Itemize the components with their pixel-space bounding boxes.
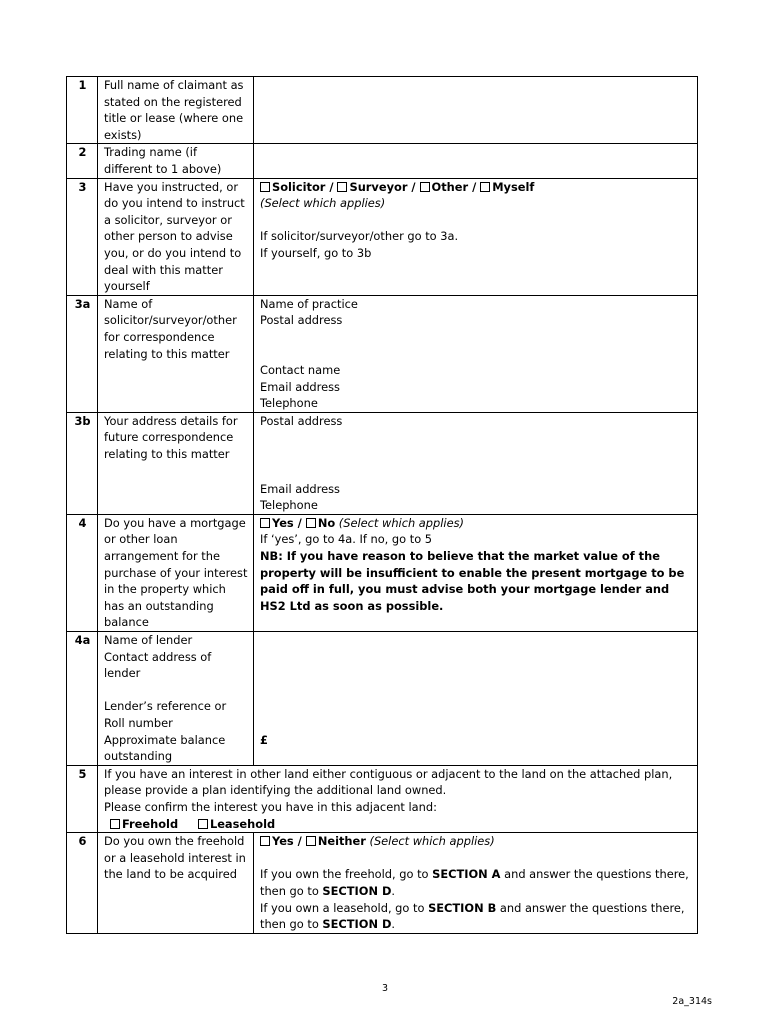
leasehold-checkbox[interactable] [198, 819, 208, 829]
row-number: 3a [67, 295, 98, 412]
field-label: Postal address [260, 413, 343, 428]
advisor-options [260, 179, 692, 196]
myself-checkbox[interactable] [480, 182, 490, 192]
claim-form-table [66, 76, 698, 934]
mortgage-note: NB: If you have reason to believe that the market value of the property will be insufficient to enable the present mortgage to be paid off in full, you must advise both your mortgage lender and HS2 Ltd as soon as possible. [260, 549, 685, 613]
answer-trading-name-field[interactable] [254, 144, 698, 178]
table-row [67, 295, 698, 412]
field-label: Telephone [260, 396, 318, 411]
select-hint: (Select which applies) [369, 834, 495, 849]
instruction-text: If ‘yes’, go to 4a. If no, go to 5 [260, 532, 433, 547]
question-advisor-details: Name of solicitor/surveyor/other for correspondence relating to this matter [98, 295, 254, 412]
leasehold-option-label: Leasehold [209, 816, 276, 831]
solicitor-option-label: Solicitor / [272, 179, 334, 194]
answer-lender-field[interactable] [254, 632, 698, 766]
other-option-label: Other / [431, 179, 477, 194]
question-text: Name of lender [104, 633, 193, 647]
row-number: 2 [67, 144, 98, 178]
instruction-text: If solicitor/surveyor/other go to 3a. [260, 229, 459, 244]
table-row [67, 514, 698, 631]
surveyor-checkbox[interactable] [337, 182, 347, 192]
select-hint: (Select which applies) [338, 515, 464, 530]
field-label: Contact name [260, 363, 341, 378]
table-row [67, 77, 698, 144]
table-row [67, 765, 698, 832]
question-text: Please confirm the interest you have in this adjacent land: [104, 799, 437, 814]
neither-checkbox[interactable] [306, 836, 316, 846]
select-hint: (Select which applies) [260, 196, 386, 211]
no-checkbox[interactable] [306, 518, 316, 528]
row-number: 6 [67, 833, 98, 934]
leasehold-instruction: If you own a leasehold, go to SECTION B and answer the questions there, then go to SECTION D. [260, 900, 685, 932]
question-mortgage: Do you have a mortgage or other loan arrangement for the purchase of your interest in the property which has an outstanding balance [98, 514, 254, 631]
answer-advisor-details[interactable] [254, 295, 698, 412]
table-row [67, 178, 698, 295]
question-claimant-name: Full name of claimant as stated on the registered title or lease (where one exists) [98, 77, 254, 144]
solicitor-checkbox[interactable] [260, 182, 270, 192]
row-number: 3b [67, 412, 98, 514]
no-option-label: No [317, 515, 336, 530]
question-own-address: Your address details for future correspondence relating to this matter [98, 412, 254, 514]
field-label: Postal address [260, 313, 343, 328]
table-row [67, 412, 698, 514]
freehold-checkbox[interactable] [110, 819, 120, 829]
row-number: 1 [67, 77, 98, 144]
page-number: 3 [381, 983, 389, 994]
yes-option-label: Yes / [272, 515, 302, 530]
yes-checkbox[interactable] [260, 518, 270, 528]
question-advisor: Have you instructed, or do you intend to instruct a solicitor, surveyor or other person to advise you, or do you intend to deal with this matter yourself [98, 178, 254, 295]
field-label: Email address [260, 481, 340, 496]
field-label: Email address [260, 379, 340, 394]
currency-symbol: £ [260, 732, 268, 747]
row-number: 4 [67, 514, 98, 631]
freehold-option-label: Freehold [122, 816, 179, 831]
answer-own-address[interactable] [254, 412, 698, 514]
document-reference: 2a_314s [672, 996, 712, 1007]
question-text: If you have an interest in other land either contiguous or adjacent to the land on the attached plan, please provide a plan identifying the additional land owned. [104, 766, 673, 798]
question-text: Approximate balance outstanding [104, 732, 226, 764]
yes-checkbox[interactable] [260, 836, 270, 846]
row-number: 3 [67, 178, 98, 295]
myself-option-label: Myself [492, 179, 535, 194]
freehold-instruction: If you own the freehold, go to SECTION A and answer the questions there, then go to SECTION D. [260, 867, 689, 898]
question-text: Contact address of lender [104, 649, 212, 681]
yes-option-label: Yes / [272, 834, 302, 849]
table-row [67, 632, 698, 766]
question-tenure: Do you own the freehold or a leasehold interest in the land to be acquired [98, 833, 254, 934]
table-row [67, 144, 698, 178]
instruction-text: If yourself, go to 3b [260, 245, 372, 260]
answer-mortgage [254, 514, 698, 631]
answer-tenure [254, 833, 698, 934]
field-label: Name of practice [260, 296, 358, 311]
surveyor-option-label: Surveyor / [349, 179, 416, 194]
row-number: 4a [67, 632, 98, 766]
table-row [67, 833, 698, 934]
answer-advisor [254, 178, 698, 295]
question-text: Lender’s reference or Roll number [104, 699, 227, 730]
other-checkbox[interactable] [420, 182, 430, 192]
field-label: Telephone [260, 498, 318, 513]
question-trading-name: Trading name (if different to 1 above) [98, 144, 254, 178]
answer-claimant-name-field[interactable] [254, 77, 698, 144]
question-lender [98, 632, 254, 766]
neither-option-label: Neither [317, 834, 366, 849]
row-number: 5 [67, 765, 98, 832]
question-adjacent-land [98, 765, 698, 832]
